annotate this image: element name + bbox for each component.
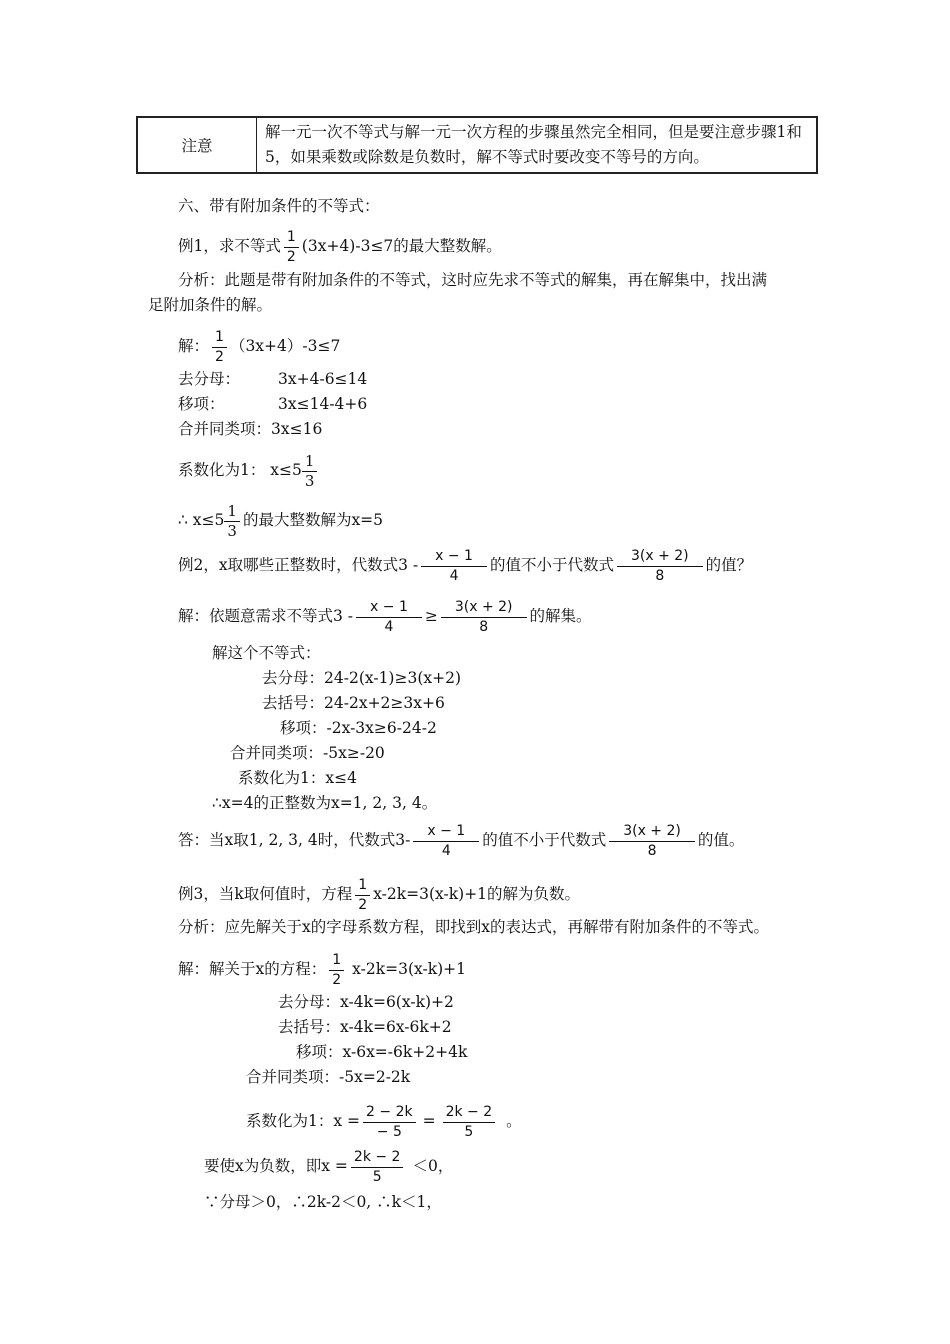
ex2-sol-f1-den: 4 <box>356 617 422 637</box>
ex2-q-f1-num: x − 1 <box>435 547 473 564</box>
ex2-q-f1-den: 4 <box>421 566 487 586</box>
ex1-concl-frac-den: 3 <box>224 521 240 541</box>
ex2-sol-prefix: 解：依题意需求不等式3 - <box>178 607 354 625</box>
ex3-q-fraction <box>355 876 370 915</box>
ex3-line7: ∵分母＞0，∴2k-2＜0, ∴k＜1， <box>204 1193 442 1211</box>
ex2-sol-f2-num: 3(x + 2) <box>454 598 513 615</box>
ex2-q-suffix: 的值？ <box>705 556 753 574</box>
ex3-sol-fraction <box>329 951 344 990</box>
ex3-q-suffix: x-2k=3(x-k)+1的解为负数。 <box>373 885 581 903</box>
ex3-line4: 合并同类项：-5x=2-2k <box>246 1068 411 1086</box>
ex3-q-prefix: 例3，当k取何值时，方程 <box>178 885 353 903</box>
ex3-l6-prefix: 要使x为负数，即x = <box>204 1157 348 1175</box>
ex1-sol-fraction <box>212 328 227 367</box>
ex2-sol-fraction2 <box>441 598 527 637</box>
ex2-q-prefix: 例2，x取哪些正整数时，代数式3 - <box>178 556 419 574</box>
ex3-question <box>178 874 580 915</box>
ex1-analysis-line2: 足附加条件的解。 <box>148 296 273 314</box>
ex1-q-prefix: 例1，求不等式 <box>178 237 281 255</box>
ex3-l6-f-den: 5 <box>351 1167 404 1187</box>
ex1-step1-label: 去分母： <box>178 370 241 388</box>
ex3-line2: 去括号：x-4k=6x-6k+2 <box>278 1018 452 1036</box>
ex1-sol-prefix: 解： <box>178 337 210 355</box>
ex1-question <box>178 226 502 267</box>
ex1-solution-start <box>178 326 340 367</box>
ex2-line3: 去括号：24-2x+2≥3x+6 <box>262 694 445 712</box>
ex1-step1-expr: 3x+4-6≤14 <box>278 370 368 388</box>
note-table <box>136 116 818 174</box>
ex1-concl-suffix: 的最大整数解为x=5 <box>242 511 384 529</box>
ex3-sol-suffix: x-2k=3(x-k)+1 <box>352 960 467 978</box>
ex2-ans-f2-num: 3(x + 2) <box>623 822 681 839</box>
ex1-step4-fraction <box>302 452 318 491</box>
ex2-line6: 系数化为1：x≤4 <box>238 769 357 787</box>
ex2-sol-fraction1 <box>356 598 422 637</box>
ex3-sol-frac-den: 2 <box>329 970 344 990</box>
ex2-ans-f1-num: x − 1 <box>427 822 466 839</box>
ex3-l5-prefix: 系数化为1：x = <box>246 1112 361 1130</box>
ex3-l5-f1-num: 2 − 2k <box>366 1103 413 1120</box>
ex2-q-mid: 的值不小于代数式 <box>489 556 614 574</box>
ex3-l6-fraction <box>351 1148 404 1187</box>
ex3-line1: 去分母：x-4k=6(x-k)+2 <box>278 993 454 1011</box>
ex1-sol-suffix: （3x+4）-3≤7 <box>229 337 341 355</box>
ex3-analysis: 分析：应先解关于x的字母系数方程，即找到x的表达式，再解带有附加条件的不等式。 <box>178 918 769 936</box>
ex2-sol-f2-den: 8 <box>441 617 527 637</box>
ex1-step4-frac-den: 3 <box>302 471 318 491</box>
ex3-q-frac-num: 1 <box>358 876 368 893</box>
ex2-ans-f2-den: 8 <box>609 841 695 861</box>
ex3-l5-fraction1 <box>363 1103 416 1142</box>
note-label: 注意 <box>137 117 257 173</box>
ex1-step4-prefix: 系数化为1： x≤5 <box>178 461 302 479</box>
ex2-q-f2-den: 8 <box>617 566 703 586</box>
ex3-solution-start <box>178 949 466 990</box>
ex1-analysis-line1: 分析：此题是带有附加条件的不等式，这时应先求不等式的解集，再在解集中，找出满 <box>178 271 768 289</box>
ex3-line3: 移项：x-6x=-6k+2+4k <box>296 1043 468 1061</box>
ex2-ans-suffix: 的值。 <box>697 831 745 849</box>
ex1-step4-frac-num: 1 <box>304 451 315 470</box>
ex2-ans-f1-den: 4 <box>413 841 479 861</box>
ex1-step3: 合并同类项：3x≤16 <box>178 420 323 438</box>
ex2-sol-suffix: 的解集。 <box>529 607 592 625</box>
ex1-step2-label: 移项： <box>178 395 225 413</box>
ex3-line5 <box>246 1100 522 1142</box>
ex2-question <box>178 545 752 586</box>
ex2-sol-f1-num: x − 1 <box>370 598 408 615</box>
ex1-q-frac-num: 1 <box>286 228 296 245</box>
ex3-l5-f1-den: − 5 <box>363 1122 416 1142</box>
ex2-line7: ∴x=4的正整数为x=1, 2, 3, 4。 <box>212 794 438 812</box>
ex3-l5-eq: = <box>422 1112 436 1130</box>
ex2-q-fraction1 <box>421 547 487 586</box>
ex2-ans-fraction1 <box>413 822 479 861</box>
ex1-step2-expr: 3x≤14-4+6 <box>278 395 368 413</box>
ex3-l5-f2-num: 2k − 2 <box>445 1103 493 1120</box>
section-title: 六、带有附加条件的不等式： <box>178 197 380 215</box>
ex1-step4 <box>178 450 320 491</box>
ex1-conclusion <box>178 500 383 541</box>
ex3-l6-f-num: 2k − 2 <box>353 1148 401 1165</box>
ex2-line1: 解这个不等式： <box>212 644 321 662</box>
ex1-concl-frac-num: 1 <box>227 501 237 520</box>
ex2-ans-mid: 的值不小于代数式 <box>482 831 607 849</box>
ex1-q-frac-den: 2 <box>284 247 299 267</box>
note-text: 解一元一次不等式与解一元一次方程的步骤虽然完全相同，但是要注意步骤1和5，如果乘数或除数是负数时，解不等式时要改变不等号的方向。 <box>257 117 818 173</box>
ex3-q-frac-den: 2 <box>355 895 370 915</box>
ex1-q-suffix: (3x+4)-3≤7的最大整数解。 <box>301 237 502 255</box>
ex2-solution-start <box>178 596 592 637</box>
ex1-sol-frac-num: 1 <box>215 328 224 345</box>
ex3-l5-fraction2 <box>443 1103 496 1142</box>
ex2-line4: 移项：-2x-3x≥6-24-2 <box>280 719 437 737</box>
ex3-sol-prefix: 解：解关于x的方程： <box>178 960 327 978</box>
ex2-ans-fraction2 <box>609 822 695 861</box>
ex2-answer <box>178 820 744 861</box>
ex1-sol-frac-den: 2 <box>212 347 227 367</box>
ex2-line5: 合并同类项：-5x≥-20 <box>230 744 385 762</box>
ex2-sol-geq: ≥ <box>424 607 438 625</box>
ex3-sol-frac-num: 1 <box>332 951 342 968</box>
ex1-q-fraction <box>284 228 299 267</box>
ex1-concl-prefix: ∴ x≤5 <box>178 511 225 529</box>
ex2-ans-prefix: 答：当x取1, 2, 3, 4时，代数式3- <box>178 831 411 849</box>
ex3-l5-suffix: 。 <box>506 1112 522 1130</box>
ex2-q-fraction2 <box>617 547 703 586</box>
ex1-concl-fraction <box>224 502 240 541</box>
ex3-line6 <box>204 1145 453 1187</box>
ex2-q-f2-num: 3(x + 2) <box>630 547 689 564</box>
ex2-line2: 去分母：24-2(x-1)≥3(x+2) <box>262 669 462 687</box>
ex3-l5-f2-den: 5 <box>443 1122 496 1142</box>
ex3-l6-suffix: ＜0， <box>412 1157 454 1175</box>
